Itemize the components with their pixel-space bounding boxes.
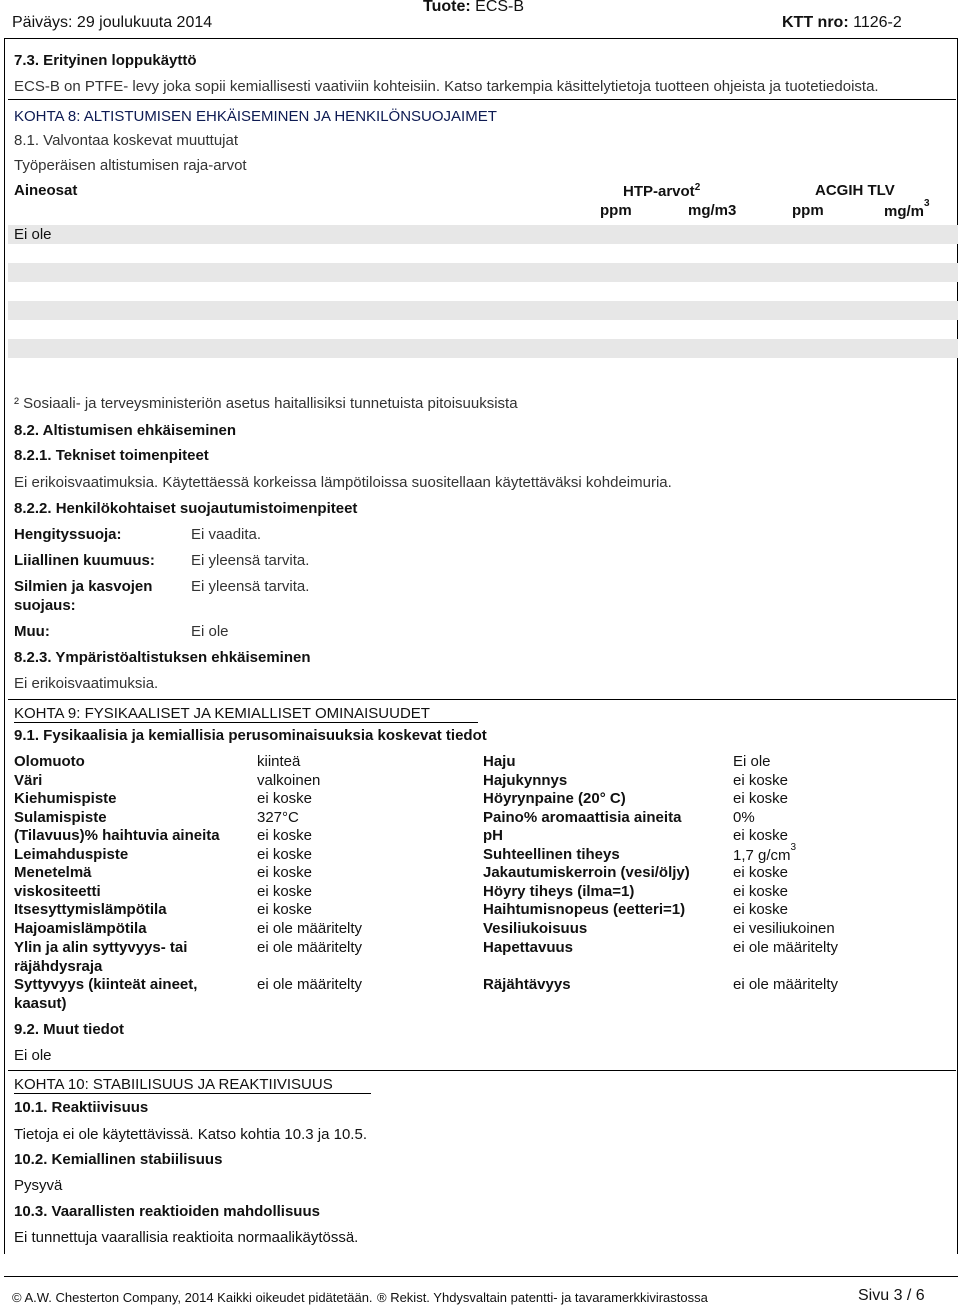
- property-value: ei koske: [257, 790, 313, 807]
- s8-1-title: 8.1. Valvontaa koskevat muuttujat: [14, 132, 239, 149]
- property-value: ei koske: [733, 790, 789, 807]
- property-value: ei ole määritelty: [733, 939, 839, 956]
- table-row: [8, 225, 958, 244]
- property-label-cont: kaasut): [14, 995, 67, 1012]
- footer-rule: [4, 1276, 958, 1277]
- s7-3-text: ECS-B on PTFE- levy joka sopii kemiallisesti vaativiin kohteisiin. Katso tarkempia käsittelytietoja tuotteen ohjeista ja tuotetiedoista.: [14, 78, 879, 95]
- s8-2-3-text: Ei erikoisvaatimuksia.: [14, 675, 159, 692]
- s9-heading: KOHTA 9: FYSIKAALISET JA KEMIALLISET OMINAISUUDET: [14, 705, 430, 722]
- property-value: Ei ole: [733, 753, 771, 770]
- s10-1-text: Tietoja ei ole käytettävissä. Katso kohtia 10.3 ja 10.5.: [14, 1126, 367, 1143]
- date-value: 29 joulukuuta 2014: [76, 14, 213, 31]
- col-acgih: ACGIH TLV: [815, 182, 895, 199]
- product-label: Tuote:: [423, 0, 471, 15]
- property-value: ei vesiliukoinen: [733, 920, 835, 937]
- property-label: Leimahduspiste: [14, 846, 129, 863]
- property-value: ei koske: [257, 864, 313, 881]
- ktt-value: 1126-2: [853, 14, 902, 31]
- property-value: 327°C: [257, 809, 299, 826]
- s7-3-title: 7.3. Erityinen loppukäyttö: [14, 52, 197, 69]
- property-value: ei koske: [257, 846, 313, 863]
- s10-1-title: 10.1. Reaktiivisuus: [14, 1099, 149, 1116]
- property-label: (Tilavuus)% haihtuvia aineita: [14, 827, 220, 844]
- property-value: kiinteä: [257, 753, 301, 770]
- property-label: pH: [483, 827, 503, 844]
- property-value: 0%: [733, 809, 755, 826]
- col-htp: HTP-arvot: [623, 183, 695, 200]
- s10-heading: KOHTA 10: STABIILISUUS JA REAKTIIVISUUS: [14, 1076, 333, 1093]
- footer-trademark: ® Rekist. Yhdysvaltain patentti- ja tavaramerkkivirastossa: [377, 1290, 708, 1305]
- property-value: 1,7 g/cm: [733, 847, 791, 864]
- ppe-label: Hengityssuoja:: [14, 526, 122, 543]
- property-value: ei koske: [733, 901, 789, 918]
- col-htp-sup: 2: [694, 182, 701, 193]
- unit-mgm3-2: mg/m: [884, 203, 925, 220]
- unit-ppm-2: ppm: [792, 202, 824, 219]
- property-value: ei koske: [733, 772, 789, 789]
- date-label: Päiväys:: [12, 14, 73, 31]
- property-value: ei koske: [733, 883, 789, 900]
- s8-2-1-text: Ei erikoisvaatimuksia. Käytettäessä korkeissa lämpötiloissa suositellaan käytettäväksi kohdeimuria.: [14, 474, 672, 491]
- property-label: Itsesyttymislämpötila: [14, 901, 167, 918]
- property-label: Hajukynnys: [483, 772, 568, 789]
- col-ingredients: Aineosat: [14, 182, 78, 199]
- ppe-label-cont: suojaus:: [14, 597, 76, 614]
- limits-title: Työperäisen altistumisen raja-arvot: [14, 157, 247, 174]
- property-label: Haihtumisnopeus (eetteri=1): [483, 901, 686, 918]
- product-value: ECS-B: [475, 0, 525, 15]
- property-label: Höyry tiheys (ilma=1): [483, 883, 635, 900]
- property-value: ei ole määritelty: [257, 976, 363, 993]
- property-value: ei ole määritelty: [257, 939, 363, 956]
- property-label: Kiehumispiste: [14, 790, 117, 807]
- s8-2-3-title: 8.2.3. Ympäristöaltistuksen ehkäiseminen: [14, 649, 311, 666]
- property-label: Räjähtävyys: [483, 976, 571, 993]
- s9-rule: [8, 1070, 956, 1071]
- property-label: Jakautumiskerroin (vesi/öljy): [483, 864, 690, 881]
- table-row-value: Ei ole: [14, 226, 52, 243]
- s8-2-title: 8.2. Altistumisen ehkäiseminen: [14, 422, 237, 439]
- unit-mgm3-2-sup: 3: [924, 198, 930, 209]
- property-value: ei koske: [257, 827, 313, 844]
- property-label: Haju: [483, 753, 516, 770]
- ppe-label: Silmien ja kasvojen: [14, 578, 153, 595]
- property-label: Höyrynpaine (20° C): [483, 790, 626, 807]
- s9-1-title: 9.1. Fysikaalisia ja kemiallisia perusominaisuuksia koskevat tiedot: [14, 727, 487, 744]
- s7-rule: [8, 99, 956, 100]
- property-value: ei koske: [733, 864, 789, 881]
- s10-3-title: 10.3. Vaarallisten reaktioiden mahdollisuus: [14, 1203, 320, 1220]
- property-value-sup: 3: [790, 842, 797, 853]
- ppe-label: Liiallinen kuumuus:: [14, 552, 155, 569]
- property-label: Hapettavuus: [483, 939, 574, 956]
- property-label: Sulamispiste: [14, 809, 107, 826]
- ktt-label: KTT nro:: [782, 14, 849, 31]
- property-label: Väri: [14, 772, 43, 789]
- property-value: ei koske: [257, 883, 313, 900]
- unit-mgm3-1: mg/m3: [688, 202, 737, 219]
- ppe-value: Ei ole: [191, 623, 229, 640]
- s9-2-text: Ei ole: [14, 1047, 52, 1064]
- ppe-value: Ei yleensä tarvita.: [191, 552, 310, 569]
- property-value: ei ole määritelty: [733, 976, 839, 993]
- table-row-empty: [8, 339, 958, 358]
- right-border: [957, 38, 958, 1254]
- footer-copyright: © A.W. Chesterton Company, 2014 Kaikki oikeudet pidätetään.: [12, 1290, 373, 1305]
- property-label-cont: räjähdysraja: [14, 958, 103, 975]
- s10-3-text: Ei tunnettuja vaarallisia reaktioita normaalikäytössä.: [14, 1229, 359, 1246]
- property-label: Ylin ja alin syttyvyys- tai: [14, 939, 188, 956]
- property-label: Hajoamislämpötila: [14, 920, 147, 937]
- property-label: Olomuoto: [14, 753, 85, 770]
- s8-rule: [8, 699, 956, 700]
- property-value: ei koske: [733, 827, 789, 844]
- s9-heading-underline: [14, 722, 478, 723]
- property-value: ei ole määritelty: [257, 920, 363, 937]
- ppe-value: Ei yleensä tarvita.: [191, 578, 310, 595]
- ppe-label: Muu:: [14, 623, 50, 640]
- s8-heading: KOHTA 8: ALTISTUMISEN EHKÄISEMINEN JA HENKILÖNSUOJAIMET: [14, 108, 497, 125]
- header-rule: [4, 38, 958, 39]
- s8-2-1-title: 8.2.1. Tekniset toimenpiteet: [14, 447, 209, 464]
- property-label: Vesiliukoisuus: [483, 920, 588, 937]
- property-label: Syttyvyys (kiinteät aineet,: [14, 976, 198, 993]
- ppe-value: Ei vaadita.: [191, 526, 262, 543]
- footer-page: Sivu 3 / 6: [858, 1287, 925, 1304]
- s10-heading-underline: [14, 1093, 371, 1094]
- property-label: viskositeetti: [14, 883, 101, 900]
- table-row-empty: [8, 301, 958, 320]
- s10-2-text: Pysyvä: [14, 1177, 63, 1194]
- table-row-empty: [8, 263, 958, 282]
- s10-2-title: 10.2. Kemiallinen stabiilisuus: [14, 1151, 223, 1168]
- property-label: Suhteellinen tiheys: [483, 846, 620, 863]
- property-value: valkoinen: [257, 772, 321, 789]
- left-border: [4, 38, 5, 1254]
- s9-2-title: 9.2. Muut tiedot: [14, 1021, 124, 1038]
- footnote: ² Sosiaali- ja terveysministeriön asetus haitallisiksi tunnetuista pitoisuuksista: [14, 395, 518, 412]
- property-value: ei koske: [257, 901, 313, 918]
- property-label: Paino% aromaattisia aineita: [483, 809, 682, 826]
- s8-2-2-title: 8.2.2. Henkilökohtaiset suojautumistoimenpiteet: [14, 500, 358, 517]
- property-label: Menetelmä: [14, 864, 92, 881]
- unit-ppm-1: ppm: [600, 202, 632, 219]
